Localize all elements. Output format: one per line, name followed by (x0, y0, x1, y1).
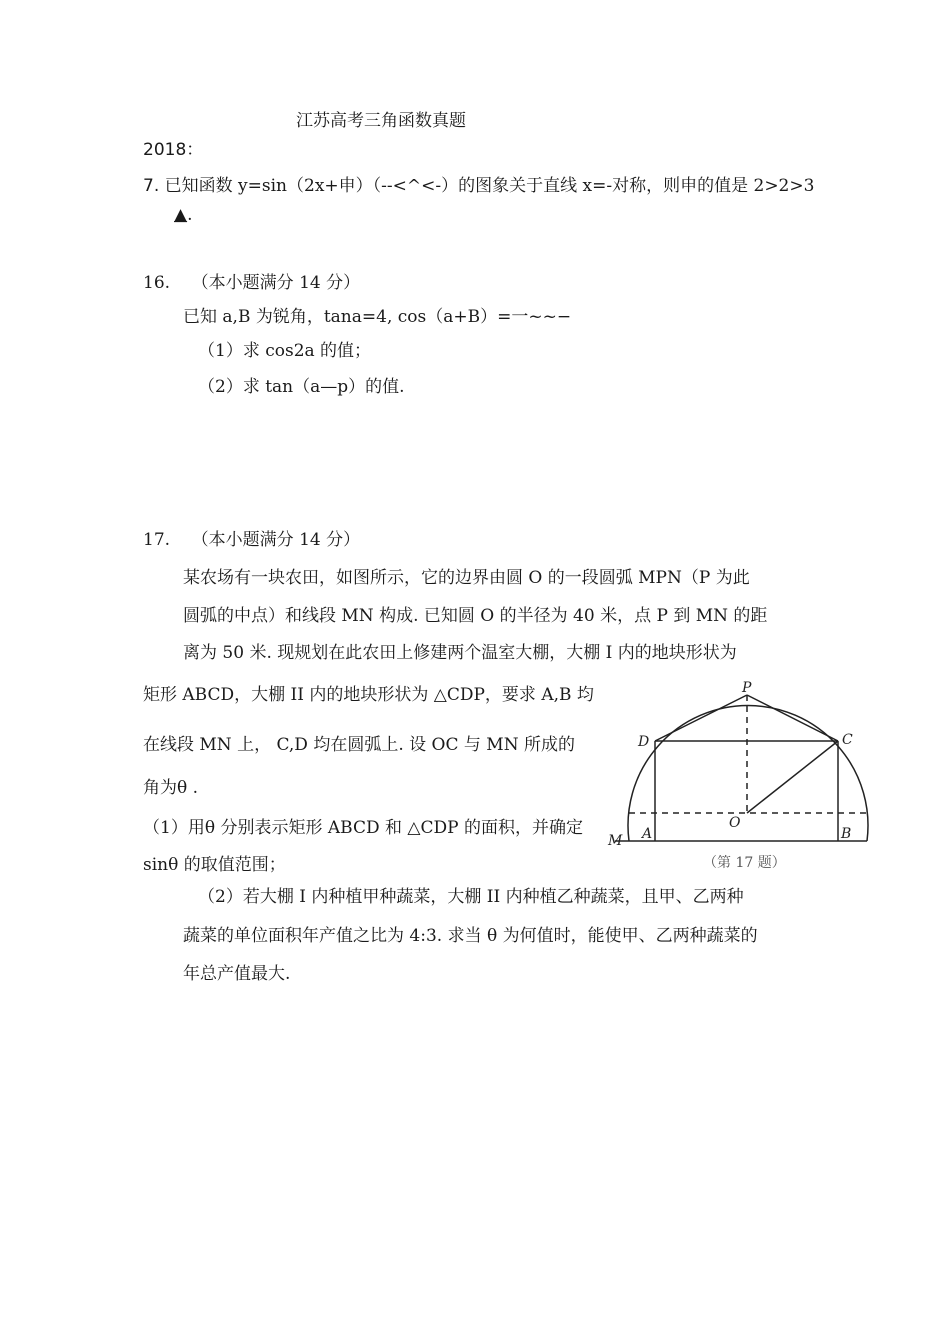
side-pc (747, 695, 838, 741)
radius-oc (747, 741, 838, 813)
q17-line-9: （2）若大棚 I 内种植甲种蔬菜，大棚 II 内种植乙种蔬菜，且甲、乙两种 (198, 887, 744, 907)
arc-mpn (628, 706, 868, 841)
q7-answer-blank: ▲ (174, 205, 188, 225)
label-m: M (608, 833, 623, 849)
q7-blank-period: . (187, 205, 193, 225)
label-b: B (841, 826, 852, 842)
q7-answer-blank-line (174, 205, 192, 225)
q17-line-5: 在线段 MN 上， C,D 均在圆弧上. 设 OC 与 MN 所成的 (143, 735, 575, 755)
page-title: 江苏高考三角函数真题 (296, 111, 466, 131)
q17-line-1: 某农场有一块农田，如图所示，它的边界由圆 O 的一段圆弧 MPN（P 为此 (183, 568, 750, 588)
q16-score: （本小题满分 14 分） (191, 273, 361, 293)
label-d: D (638, 734, 650, 750)
q17-line-6: 角为θ . (143, 778, 199, 798)
q17-line-2: 圆弧的中点）和线段 MN 构成. 已知圆 O 的半径为 40 米，点 P 到 MN 的距 (183, 606, 768, 626)
q17-line-8: sinθ 的取值范围； (143, 855, 286, 875)
q17-line-4: 矩形 ABCD，大棚 II 内的地块形状为 △CDP，要求 A,B 均 (143, 685, 594, 705)
q16-part1: （1）求 cos2a 的值； (198, 341, 372, 361)
label-c: C (842, 732, 853, 748)
q16-given: 已知 a,B 为锐角，tana=4, cos（a+B）=一~~− (183, 307, 572, 327)
q17-line-3: 离为 50 米. 现规划在此农田上修建两个温室大棚，大棚 I 内的地块形状为 (183, 643, 737, 663)
label-o: O (729, 815, 741, 831)
q17-line-7: （1）用θ 分别表示矩形 ABCD 和 △CDP 的面积，并确定 (143, 818, 583, 838)
side-pd (655, 695, 747, 741)
q7-text-line (143, 176, 814, 196)
label-a: A (642, 826, 653, 842)
q17-score: （本小题满分 14 分） (191, 530, 361, 550)
figure-caption: （第 17 题） (703, 855, 786, 871)
q17-number: 17. (143, 530, 171, 550)
q17-figure-svg (605, 678, 875, 880)
q16-part2: （2）求 tan（a—p）的值. (198, 377, 405, 397)
q16-number: 16. (143, 273, 171, 293)
q16-header (143, 273, 360, 293)
q7-text: 已知函数 y=sin（2x+申）（--<^<-）的图象关于直线 x=-对称，则申的值是 2>2>3 (164, 176, 815, 196)
q17-header (143, 530, 360, 550)
label-p: P (742, 680, 752, 696)
q17-figure (605, 678, 875, 880)
q17-line-11: 年总产值最大. (183, 964, 291, 984)
year-label: 2018： (143, 140, 204, 160)
q17-line-10: 蔬菜的单位面积年产值之比为 4:3. 求当 θ 为何值时，能使甲、乙两种蔬菜的 (183, 926, 758, 946)
q7-number: 7. (143, 176, 160, 196)
